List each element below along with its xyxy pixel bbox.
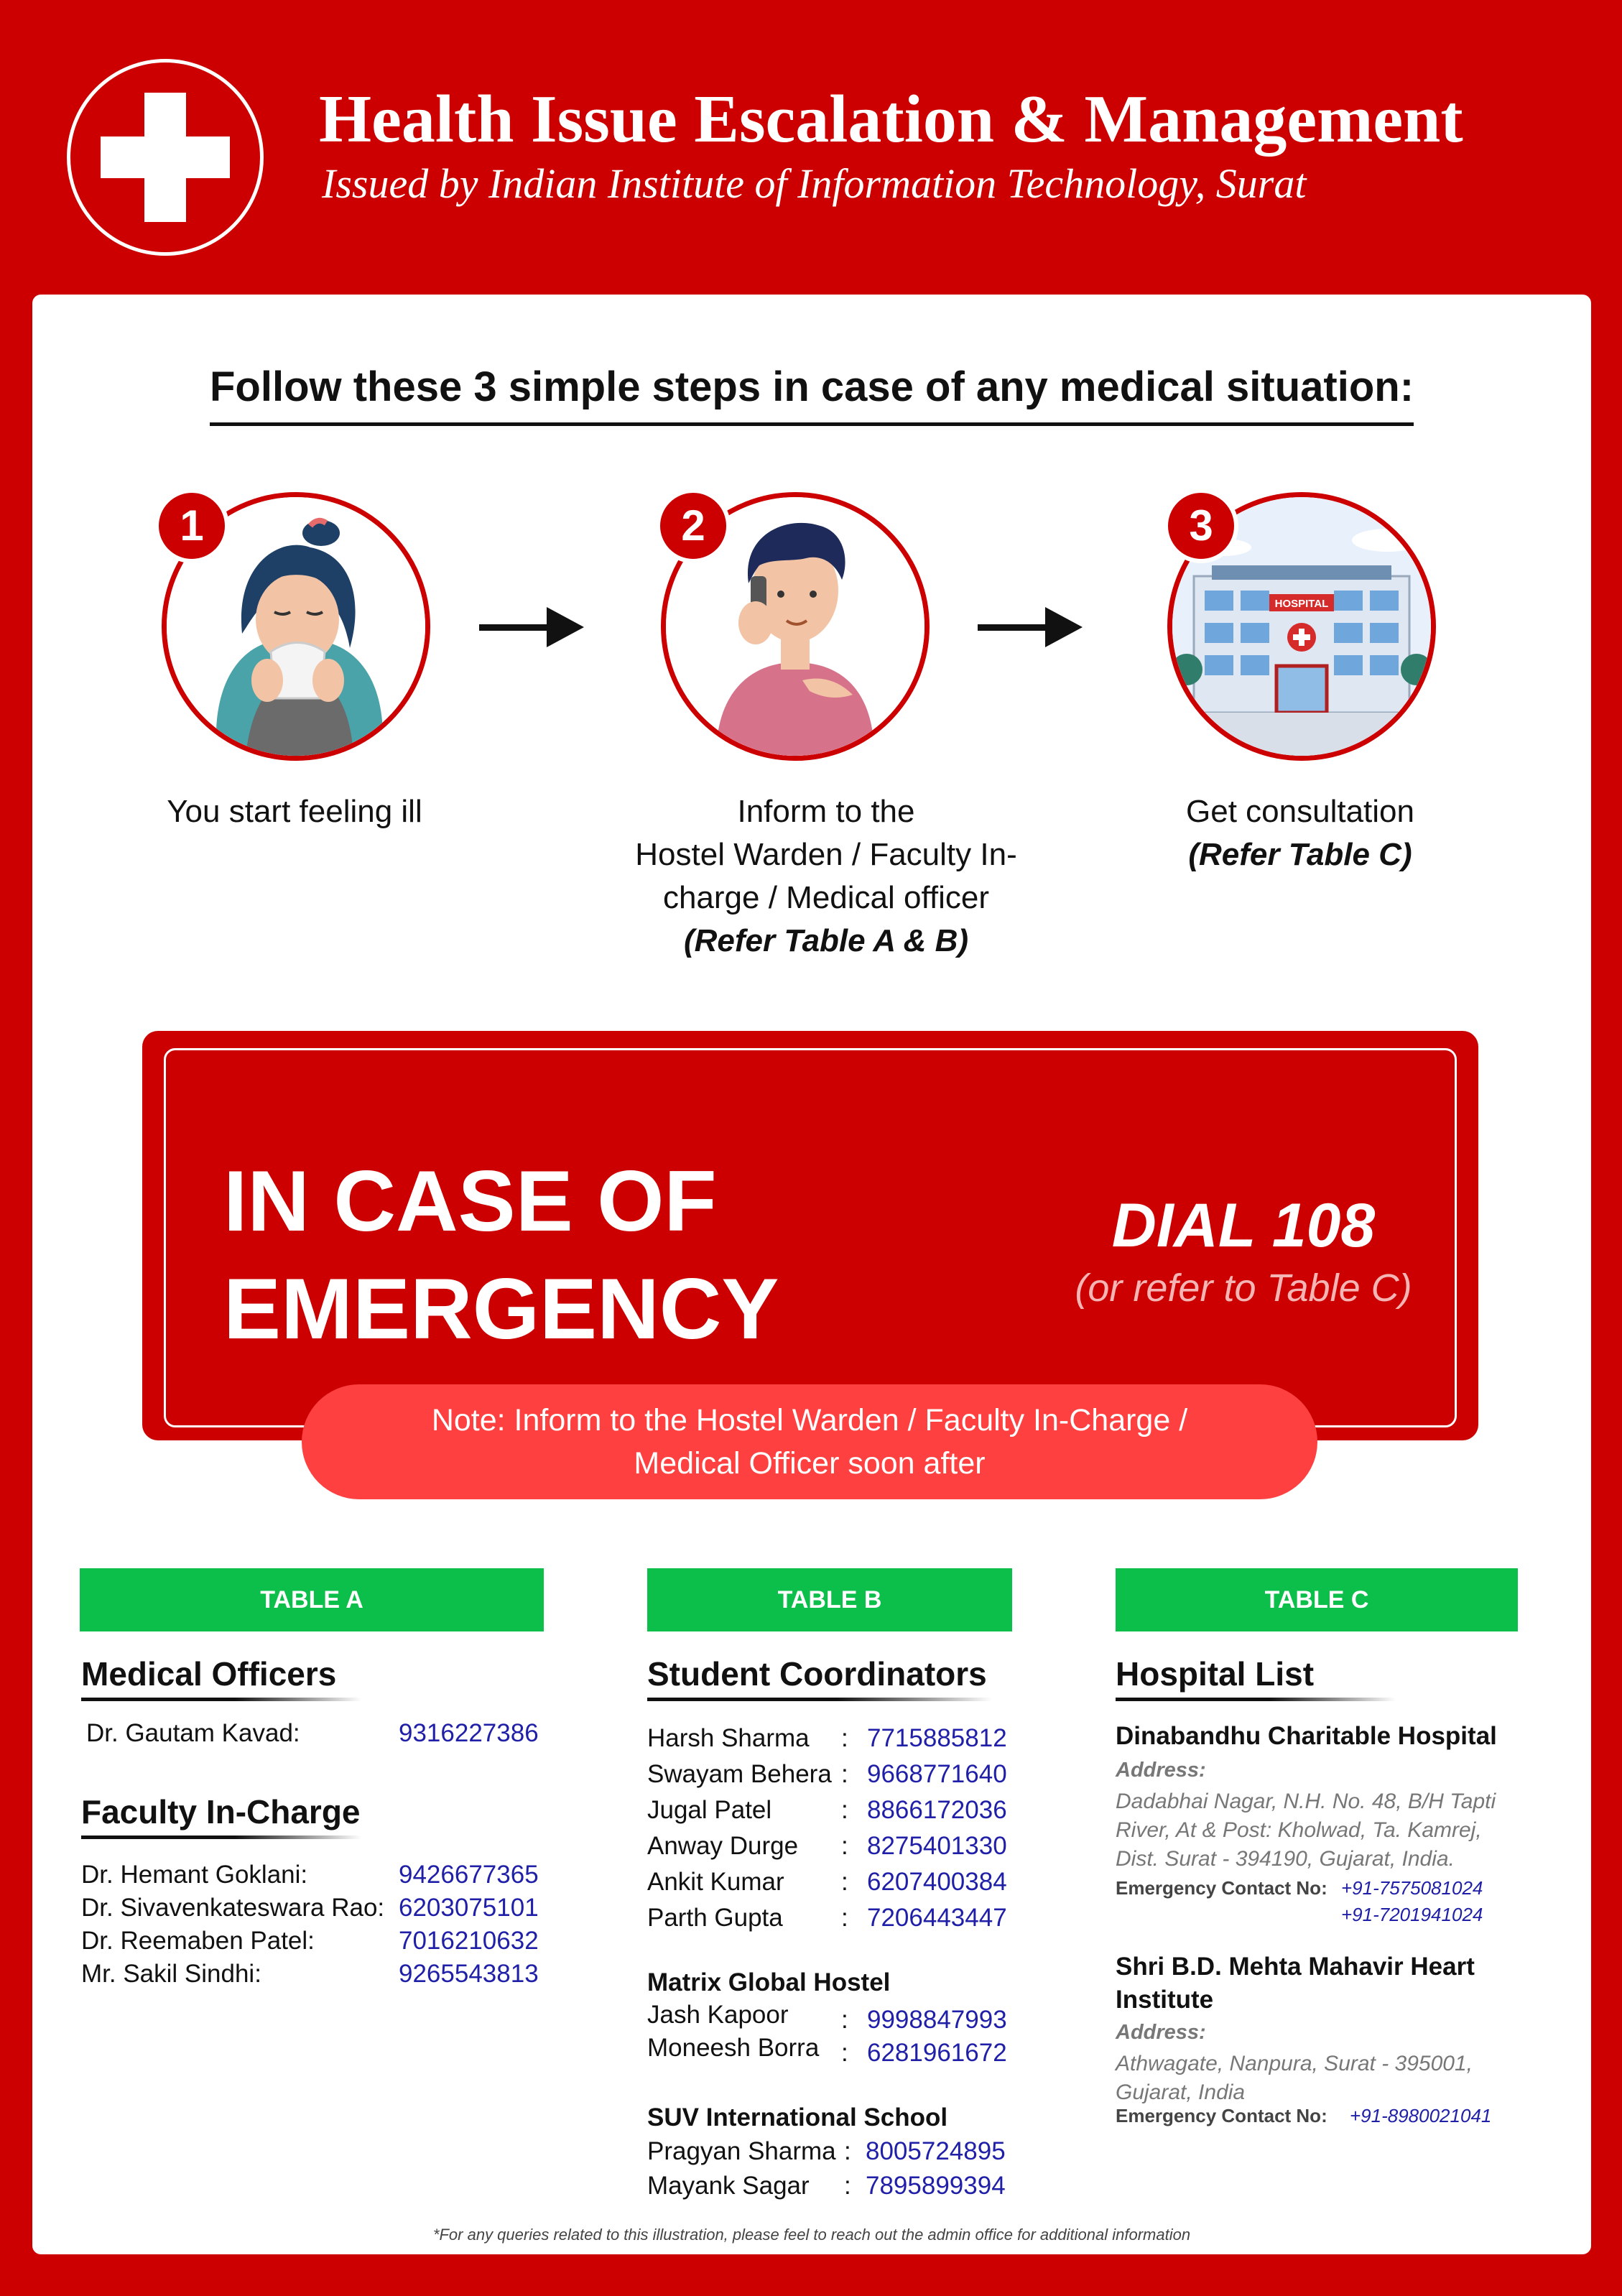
- phone-number: 7715885812: [867, 1724, 1007, 1752]
- hospital-name: Shri B.D. Mehta Mahavir Heart Institute: [1116, 1953, 1475, 2014]
- list-item: Mr. Sakil Sindhi:: [81, 1960, 261, 1988]
- phone-number: 9265543813: [399, 1960, 539, 1988]
- student-coordinators-heading: Student Coordinators: [647, 1655, 987, 1693]
- list-item: Dr. Hemant Goklani:: [81, 1861, 308, 1889]
- table-b-tag: TABLE B: [647, 1568, 1012, 1631]
- emergency-note: Note: Inform to the Hostel Warden / Faculty In-Charge / Medical Officer soon after: [302, 1384, 1317, 1499]
- phone-number: 8005724895: [866, 2137, 1006, 2165]
- phone-number: +91-8980021041: [1350, 2105, 1492, 2126]
- phone-number: 8866172036: [867, 1796, 1007, 1824]
- step-3-text: Get consultation (Refer Table C): [1186, 794, 1414, 872]
- phone-number: 7016210632: [399, 1927, 539, 1955]
- hospital-name: Dinabandhu Charitable Hospital: [1116, 1722, 1497, 1750]
- suv-school-heading: SUV International School: [647, 2103, 948, 2131]
- phone-number: 6207400384: [867, 1868, 1007, 1896]
- phone-number: 9668771640: [867, 1760, 1007, 1788]
- step-1-number: 1: [154, 489, 229, 563]
- phone-number: 9426677365: [399, 1861, 539, 1889]
- list-item: Dr. Reemaben Patel:: [81, 1927, 315, 1955]
- phone-number: 7895899394: [866, 2172, 1006, 2200]
- arrow-right-icon: [978, 624, 1049, 631]
- emergency-panel: [142, 1031, 1478, 1440]
- phone-number: 9316227386: [399, 1719, 539, 1747]
- steps-heading: Follow these 3 simple steps in case of any medical situation:: [32, 363, 1591, 426]
- list-item: Swayam Behera: [647, 1760, 832, 1788]
- arrow-right-icon: [479, 624, 551, 631]
- list-item: Jash Kapoor: [647, 2001, 789, 2029]
- phone-number: 9998847993: [867, 2006, 1007, 2034]
- step-2-number: 2: [656, 489, 731, 563]
- list-item: Pragyan Sharma: [647, 2137, 836, 2165]
- list-item: Harsh Sharma: [647, 1724, 810, 1752]
- step-1-text: You start feeling ill: [167, 794, 422, 829]
- list-item: Mayank Sagar: [647, 2172, 810, 2200]
- page-title: Health Issue Escalation & Management: [319, 82, 1463, 157]
- list-item: Dr. Sivavenkateswara Rao:: [81, 1894, 385, 1922]
- faculty-in-charge-heading: Faculty In-Charge: [81, 1793, 361, 1830]
- step-2-text: Inform to the Hostel Warden / Faculty In- charge / Medical officer (Refer Table A & B): [635, 794, 1017, 958]
- table-a-tag: TABLE A: [80, 1568, 544, 1631]
- content-card: Follow these 3 simple steps in case of any medical situation: 1 2 HOSPITAL 3 You start feeling ill Inform to the Hostel Warden / Faculty In- charge / Medical officer (Refer Table A & B) Get consultation (Refer Table C) IN CASE OF EMERGENCY DIAL 108 (or refer to Table C) Note: Inform to the Hostel Warden / Faculty In-Charge / Medical Officer soon after TABLE A Medical Officers Dr. Gautam Kavad: 9316227386 Faculty In-Charge Dr. Hemant Goklani: 9426677365 Dr. Sivavenkateswara Rao: 6203075101 Dr. Reemaben Patel: 7016210632 Mr. Sakil Sindhi: 9265543813 TABLE B Student Coordinators Harsh Sharma : 7715885812 Swayam Behera : 9668771640 Jugal Patel : 8866172036 Anway Durge : 8275401330 Ankit Kumar : 6207400384 Parth Gupta : 7206443447 Matrix Global Hostel Jash Kapoor : 9998847993 Moneesh Borra : 6281961672 SUV International School Pragyan Sharma : 8005724895 Mayank Sagar : 7895899394 TABLE C Hospital List Dinabandhu Charitable Hospital Address: Dadabhai Nagar, N.H. No. 48, B/H Tapti River, At & Post: Kholwad, Ta. Kamrej, Dist. Surat - 394190, Gujarat, India. Emergency Contact No: +91-7575081024 +91-7201941024 Shri B.D. Mehta Mahavir Heart Institute Address: Athwagate, Nanpura, Surat - 395001, Gujarat, India Emergency Contact No: +91-8980021041 *For any queries related to this illustration, please feel to reach out the admin office for additional information: [32, 295, 1591, 2254]
- matrix-hostel-heading: Matrix Global Hostel: [647, 1968, 891, 1996]
- dial-108: DIAL 108: [1111, 1191, 1376, 1260]
- svg-text:HOSPITAL: HOSPITAL: [1274, 598, 1329, 610]
- emergency-title: IN CASE OF EMERGENCY: [223, 1153, 779, 1357]
- hospital-address: Athwagate, Nanpura, Surat - 395001, Gujarat, India: [1116, 2052, 1473, 2104]
- page-subtitle: Issued by Indian Institute of Information Technology, Surat: [322, 160, 1307, 207]
- phone-number: 7206443447: [867, 1904, 1007, 1932]
- list-item: Moneesh Borra: [647, 2034, 820, 2062]
- step-3-number: 3: [1164, 489, 1238, 563]
- footnote: *For any queries related to this illustration, please feel to reach out the admin office for additional information: [432, 2226, 1191, 2244]
- emergency-refer: (or refer to Table C): [1075, 1267, 1412, 1310]
- hospital-address: Dadabhai Nagar, N.H. No. 48, B/H Tapti River, At & Post: Kholwad, Ta. Kamrej, Dist. Surat - 394190, Gujarat, India.: [1116, 1790, 1496, 1871]
- table-c-tag: TABLE C: [1116, 1568, 1518, 1631]
- phone-number: +91-7575081024: [1341, 1877, 1483, 1899]
- phone-number: 6281961672: [867, 2039, 1007, 2067]
- medical-officers-heading: Medical Officers: [81, 1655, 337, 1693]
- phone-number: 8275401330: [867, 1832, 1007, 1860]
- phone-number: +91-7201941024: [1341, 1904, 1483, 1925]
- list-item: Jugal Patel: [647, 1796, 772, 1824]
- list-item: Ankit Kumar: [647, 1868, 784, 1896]
- hospital-list-heading: Hospital List: [1116, 1655, 1315, 1693]
- list-item: Parth Gupta: [647, 1904, 783, 1932]
- list-item: Dr. Gautam Kavad:: [86, 1719, 300, 1747]
- phone-number: 6203075101: [399, 1894, 539, 1922]
- list-item: Anway Durge: [647, 1832, 799, 1860]
- medical-cross-icon: [67, 59, 264, 256]
